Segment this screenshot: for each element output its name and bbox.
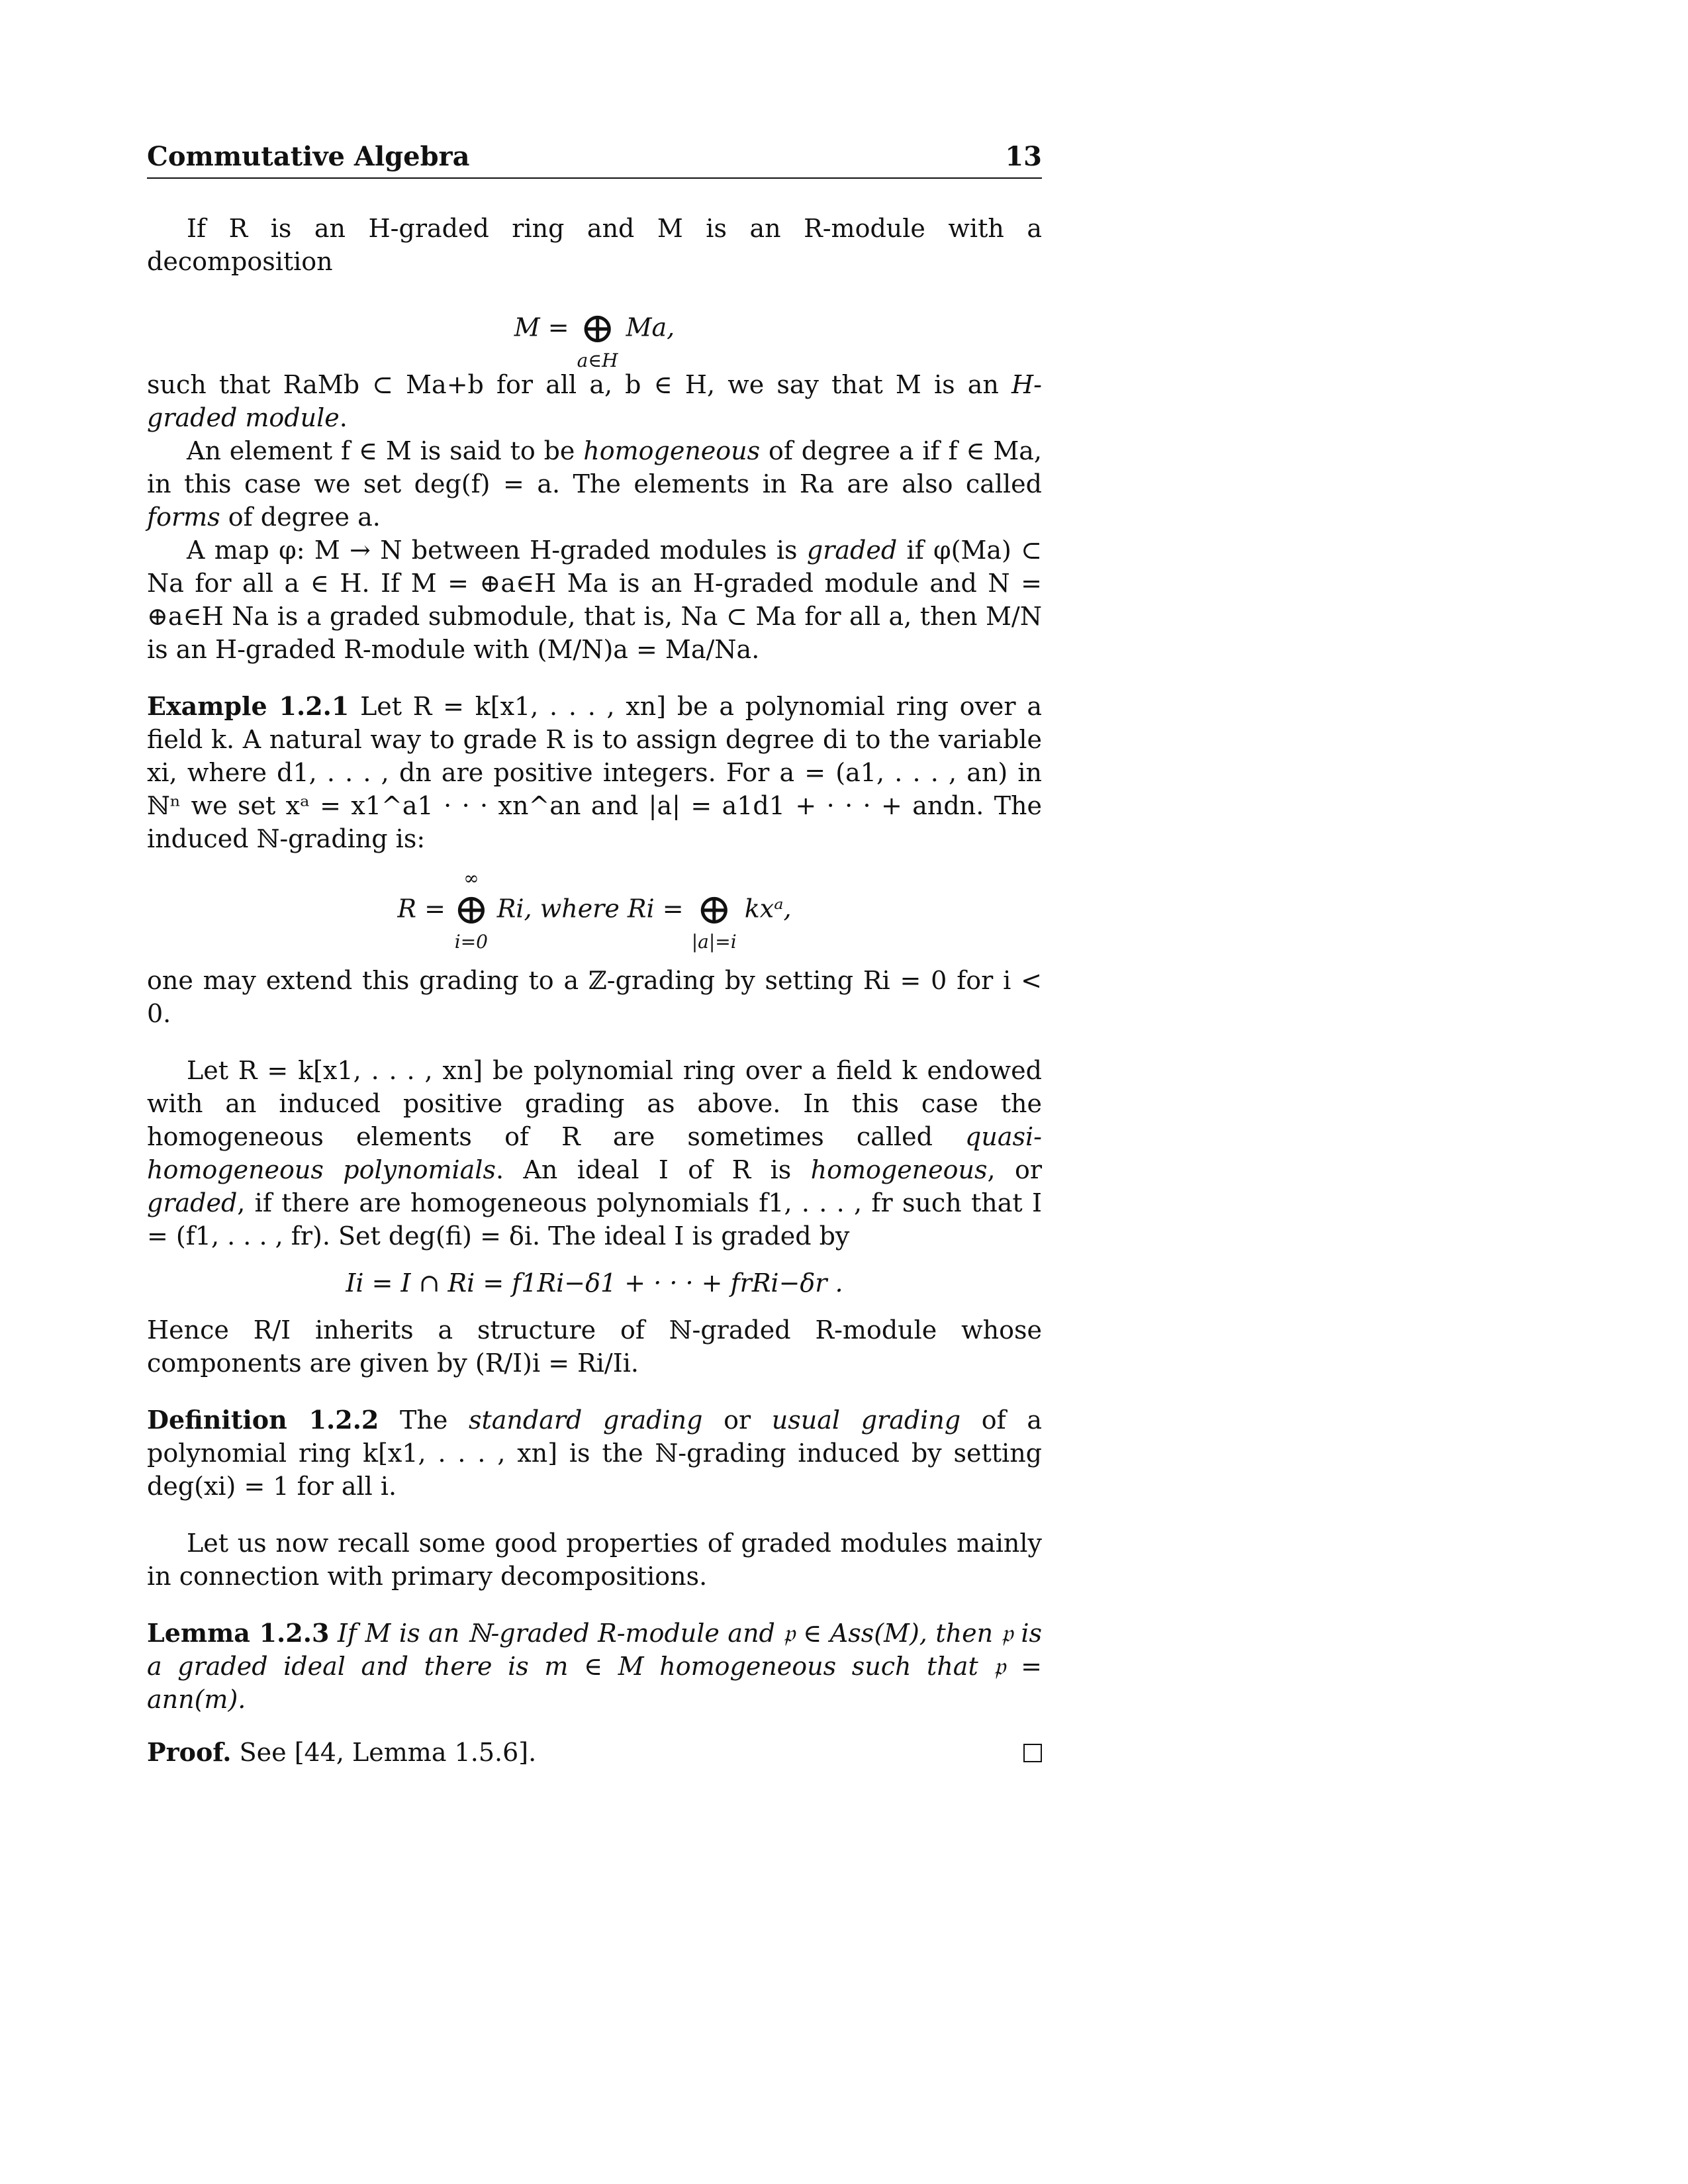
direct-sum-index: |a|=i [691, 931, 737, 953]
text-segment: of degree a. [220, 502, 381, 532]
definition-1-2-2 [147, 1403, 1042, 1503]
lemma-text: If M is an ℕ-graded R-module and 𝔭 ∈ Ass(M), then 𝔭 is a graded ideal and there is m ∈ M homogeneous such that 𝔭 = ann(m). [147, 1619, 1042, 1714]
header-title: Commutative Algebra [147, 141, 470, 172]
text-segment: such that RaMb ⊂ Ma+b for all a, b ∈ H, we say that M is an [147, 370, 1012, 399]
lemma-label: Lemma 1.2.3 [147, 1618, 330, 1648]
text-segment: of a polynomial ring k[x1, . . . , xn] is the ℕ-grading induced by setting deg(xi) = 1 for all i. [147, 1405, 1043, 1501]
direct-sum-upper-limit: ∞ [463, 867, 479, 889]
text-segment: . An ideal I of R is [495, 1155, 811, 1184]
formula-lhs: M = [514, 312, 569, 342]
text-segment: or [702, 1405, 772, 1435]
lemma-1-2-3 [147, 1617, 1042, 1716]
page [147, 139, 1042, 1769]
definition-label: Definition 1.2.2 [147, 1405, 379, 1435]
paragraph-graded-map [147, 534, 1042, 666]
formula-rhs: kxᵃ, [744, 894, 792, 924]
direct-sum-operator: ∞ ⊕ i=0 [453, 867, 489, 953]
example-1-2-1 [147, 690, 1042, 855]
example-text: Let R = k[x1, . . . , xn] be a polynomial ring over a field k. A natural way to grade R is to assign degree di to the variable xi, where d1, . . . , dn are positive integers. For a = (a1, . . . , an) in ℕⁿ we set xᵃ = x1^a1 · · · xn^an and |a| = a1d1 + · · · + andn. The induced ℕ-grading is: [147, 692, 1042, 853]
direct-sum-index: i=0 [454, 931, 488, 953]
direct-sum-operator: ⊕ a∈H [577, 304, 618, 371]
formula-lhs: R = [397, 894, 445, 924]
paragraph-quotient-grading: Hence R/I inherits a structure of ℕ-graded R-module whose components are given by (R/I)i = Ri/Ii. [147, 1315, 1042, 1378]
proof [147, 1736, 1042, 1769]
formula-rhs: Ma, [626, 312, 675, 342]
formula-polynomial-grading [147, 869, 1042, 955]
paragraph-homogeneous-ideal [147, 1054, 1042, 1253]
formula-middle: Ri, where Ri = [496, 894, 684, 924]
page-number: 13 [1005, 141, 1042, 172]
proof-text: See [44, Lemma 1.5.6]. [239, 1738, 537, 1767]
paragraph-z-grading: one may extend this grading to a ℤ-grading by setting Ri = 0 for i < 0. [147, 966, 1042, 1028]
paragraph-graded-module-intro: If R is an H-graded ring and M is an R-module with a decomposition [147, 214, 1042, 276]
formula-module-decomposition [147, 287, 1042, 371]
text-segment: , or [987, 1155, 1043, 1184]
term-graded: graded [806, 536, 898, 565]
text-segment: Let R = k[x1, . . . , xn] be polynomial ring over a field k endowed with an induced positive grading as above. In this case the homogeneous elements of R are sometimes called [147, 1056, 1042, 1151]
text-segment: The [400, 1405, 469, 1435]
text-segment: of degree a if f ∈ Ma, in this case we set deg(f) = a. The elements in Ra are also called [147, 436, 1042, 499]
term-h-graded-module: H-graded module [147, 370, 1042, 432]
text-segment: An element f ∈ M is said to be [187, 436, 584, 465]
paragraph-graded-module-definition [147, 368, 1042, 434]
text-segment: A map φ: M → N between H-graded modules is [187, 536, 807, 565]
formula-ideal-components: Ii = I ∩ Ri = f1Ri−δ1 + · · · + frRi−δr . [346, 1268, 843, 1298]
term-quasi-homogeneous: quasi-homogeneous polynomials [147, 1122, 1042, 1184]
term-standard-grading: standard grading [469, 1405, 703, 1435]
proof-label: Proof. [147, 1737, 232, 1767]
qed-square-icon [1023, 1744, 1042, 1762]
text-segment: , if there are homogeneous polynomials f1, . . . , fr such that I = (f1, . . . , fr). Set deg(fi) = δi. The ideal I is graded by [147, 1188, 1042, 1251]
paragraph-homogeneous-element [147, 434, 1042, 534]
term-homogeneous: homogeneous [583, 436, 761, 465]
term-forms: forms [147, 502, 220, 532]
text-segment: if φ(Ma) ⊂ Na for all a ∈ H. If M = ⊕a∈H Ma is an H-graded module and N = ⊕a∈H Na is a graded submodule, that is, Na ⊂ Ma for all a, then M/N is an H-graded R-module with (M/N)a = Ma/Na. [147, 536, 1042, 664]
direct-sum-index: a∈H [577, 350, 618, 371]
paragraph-recall-properties: Let us now recall some good properties of graded modules mainly in connection with primary decompositions. [147, 1529, 1042, 1591]
direct-sum-operator: ⊕ |a|=i [691, 885, 737, 953]
example-label: Example 1.2.1 [147, 691, 350, 721]
term-usual-grading: usual grading [771, 1405, 961, 1435]
term-graded: graded [147, 1188, 238, 1217]
text-segment: . [339, 403, 348, 432]
term-homogeneous: homogeneous [810, 1155, 988, 1184]
running-header [147, 139, 1042, 179]
